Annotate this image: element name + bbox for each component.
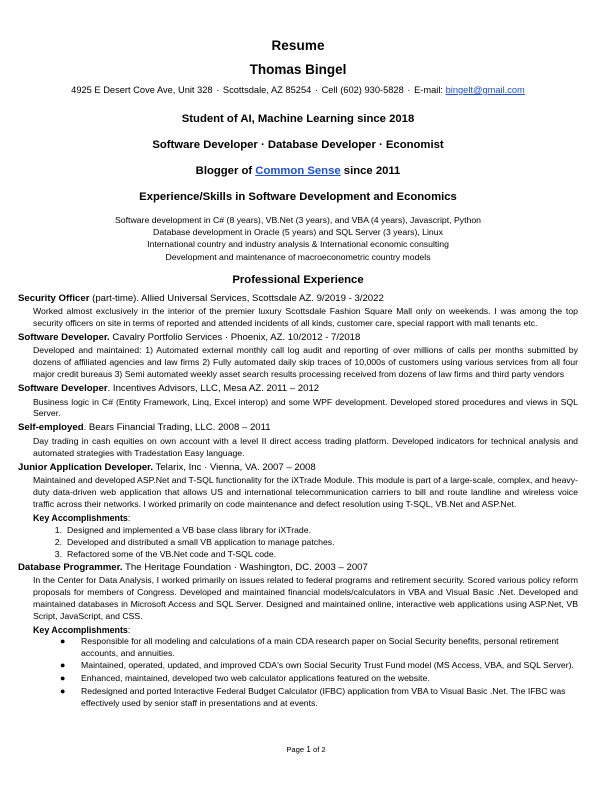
list-marker: 1. <box>54 524 62 535</box>
list-item-text: Developed and distributed a small VB application to manage patches. <box>67 537 335 548</box>
contact-separator-2: · <box>314 85 318 95</box>
job-role: Software Developer <box>18 383 108 395</box>
page-footer <box>0 744 612 754</box>
list-item-text: Redesigned and ported Interactive Federal Budget Calculator (IFBC) application from VBA to Visual Basic .Net. The IFBC was effectively used by senior staff in presentations and at events. <box>81 686 566 709</box>
headline-roles: Software Developer · Database Developer · Economist <box>152 139 444 151</box>
job-header <box>18 562 578 574</box>
numbered-accomplishments-list <box>18 524 578 561</box>
contact-email-link[interactable]: bingelt@gmail.com <box>445 85 525 95</box>
job-header <box>18 422 578 434</box>
common-sense-blog-link[interactable]: Common Sense <box>255 165 341 177</box>
list-item-text: Refactored some of the VB.Net code and T-SQL code. <box>67 549 277 560</box>
job-entry-incentives-advisors <box>18 383 578 420</box>
job-entry-bears-financial-trading <box>18 422 578 459</box>
contact-separator-3: · <box>407 85 411 95</box>
footer-page-number: 1 <box>306 744 311 754</box>
job-employer-dates: Telarix, Inc · Vienna, VA. 2007 – 2008 <box>153 461 316 473</box>
list-item <box>18 536 578 548</box>
job-employer-dates: (part-time). Allied Universal Services, Scottsdale AZ. 9/2019 - 3/2022 <box>89 292 384 304</box>
job-description: Day trading in cash equities on own account with a level II direct access trading platform. Developed indicators for technical analysis and automated strategies with Tradestation Easy language. <box>33 435 578 458</box>
job-role: Database Programmer. <box>18 561 123 573</box>
job-description: Worked almost exclusively in the interior of the premier luxury Scottsdale Fashion Square Mall only on weekends. I was among the top security officers on site in terms of reported and attended incidents of all kinds, customer care, special rapport with mall tenants etc. <box>33 306 578 329</box>
job-description: Developed and maintained: 1) Automated external monthly call log audit and reporting of over millions of calls per months submitted by dozens of affiliated agencies and law firms 2) Fully automated daily skip traces of 10,000s of customers using various services from all four major credit bureaus 3) Semi automated weekly asset search results processing received from dozens of law firms and third party vendors <box>33 345 578 380</box>
list-item <box>18 686 578 710</box>
job-entry-cavalry-portfolio-services <box>18 332 578 381</box>
job-employer-dates: Cavalry Portfolio Services · Phoenix, AZ. 10/2012 - 7/2018 <box>109 332 361 344</box>
contact-line <box>18 85 578 95</box>
skill-line: Development and maintenance of macroeconometric country models <box>165 251 431 262</box>
footer-page-prefix: Page <box>286 745 307 754</box>
list-item <box>18 636 578 660</box>
blogger-suffix: since 2011 <box>340 165 401 177</box>
job-entry-security-officer <box>18 293 578 330</box>
key-accomplishments-label <box>18 513 578 523</box>
list-item <box>18 673 578 685</box>
footer-page-total: 2 <box>321 745 326 754</box>
job-role: Software Developer. <box>18 332 110 344</box>
candidate-name: Thomas Bingel <box>249 62 347 77</box>
bullet-icon: ● <box>60 673 66 684</box>
footer-page-middle: of <box>310 745 322 754</box>
job-description: Maintained and developed ASP.Net and T-SQL functionality for the iXTrade Module. This module is part of a large-scale, complex, and heavy-duty data-driven web application that allows US and international telecommunication carriers to bill and route landline and wireless voice traffic across their networks. I worked primarily on code maintenance and defect resolution using T-SQL, VB.Net and ASP.Net. <box>33 475 578 509</box>
list-item-text: Responsible for all modeling and calculations of a main CDA research paper on Social Security benefits, personal retirement accounts, and annuities. <box>81 635 559 658</box>
list-item <box>18 548 578 560</box>
skills-summary <box>18 214 578 263</box>
contact-address: 4925 E Desert Cove Ave, Unit 328 <box>71 85 213 95</box>
contact-separator-1: · <box>216 85 220 95</box>
bulleted-accomplishments-list <box>18 636 578 710</box>
document-title: Resume <box>271 38 325 53</box>
job-header <box>18 383 578 395</box>
job-description: Business logic in C# (Entity Framework, Linq, Excel interop) and some WPF development. Developed stored procedures and views in SQL Server. <box>33 396 578 419</box>
key-accomplishments-text: Key Accomplishments <box>33 624 128 635</box>
list-marker: 2. <box>54 537 62 548</box>
job-header <box>18 332 578 344</box>
list-item-text: Designed and implemented a VB base class library for iXTrade. <box>67 524 312 535</box>
job-employer-dates: The Heritage Foundation · Washington, DC. 2003 – 2007 <box>122 561 368 573</box>
job-header <box>18 462 578 474</box>
job-description: In the Center for Data Analysis, I worked primarily on issues related to federal programs and retirement security. Scored various policy reform proposals for members of Congress. Developed and maintained financial models/calculators in VBA and Visual Basic .Net. Developed and maintained databases in Microsoft Access and SQL Server. Designed and maintained online, interactive web applications using ASP.Net, VB Script, JavaScript, and CSS. <box>33 575 578 621</box>
headline-experience-skills: Experience/Skills in Software Development and Economics <box>139 191 457 203</box>
list-item-text: Enhanced, maintained, developed two web calculator applications featured on the website. <box>81 673 430 684</box>
blogger-prefix: Blogger of <box>195 165 256 177</box>
job-header <box>18 293 578 305</box>
skill-line: Software development in C# (8 years), VB.Net (3 years), and VBA (4 years), Javascript, Python <box>115 215 481 225</box>
job-employer-dates: . Bears Financial Trading, LLC. 2008 – 2011 <box>83 422 271 434</box>
job-role: Junior Application Developer. <box>18 461 154 473</box>
key-accomplishments-colon: : <box>127 512 131 523</box>
job-role: Self-employed <box>18 422 84 434</box>
job-employer-dates: . Incentives Advisors, LLC, Mesa AZ. 2011 – 2012 <box>107 383 320 395</box>
list-item <box>18 524 578 536</box>
contact-city-state-zip: Scottsdale, AZ 85254 <box>222 85 312 95</box>
key-accomplishments-label <box>18 625 578 635</box>
headline-student: Student of AI, Machine Learning since 2018 <box>181 113 415 125</box>
list-item <box>18 660 578 672</box>
bullet-icon: ● <box>60 660 66 671</box>
contact-email-label: E-mail: <box>414 85 444 95</box>
job-entry-telarix <box>18 462 578 561</box>
skill-line: Database development in Oracle (5 years) and SQL Server (3 years), Linux <box>153 227 443 238</box>
bullet-icon: ● <box>60 686 66 697</box>
section-heading-professional-experience: Professional Experience <box>232 273 364 286</box>
list-marker: 3. <box>54 549 62 560</box>
skill-line: International country and industry analysis & International economic consulting <box>147 239 449 250</box>
headline-blogger <box>18 165 578 177</box>
job-role: Security Officer <box>18 292 90 304</box>
list-item-text: Maintained, operated, updated, and improved CDA's own Social Security Trust Fund model (MS Access, VBA, and SQL Server). <box>81 660 574 671</box>
bullet-icon: ● <box>60 635 66 646</box>
contact-phone: Cell (602) 930-5828 <box>321 85 404 95</box>
key-accomplishments-text: Key Accomplishments <box>33 512 128 523</box>
job-entry-heritage-foundation <box>18 562 578 710</box>
key-accomplishments-colon: : <box>127 624 131 635</box>
